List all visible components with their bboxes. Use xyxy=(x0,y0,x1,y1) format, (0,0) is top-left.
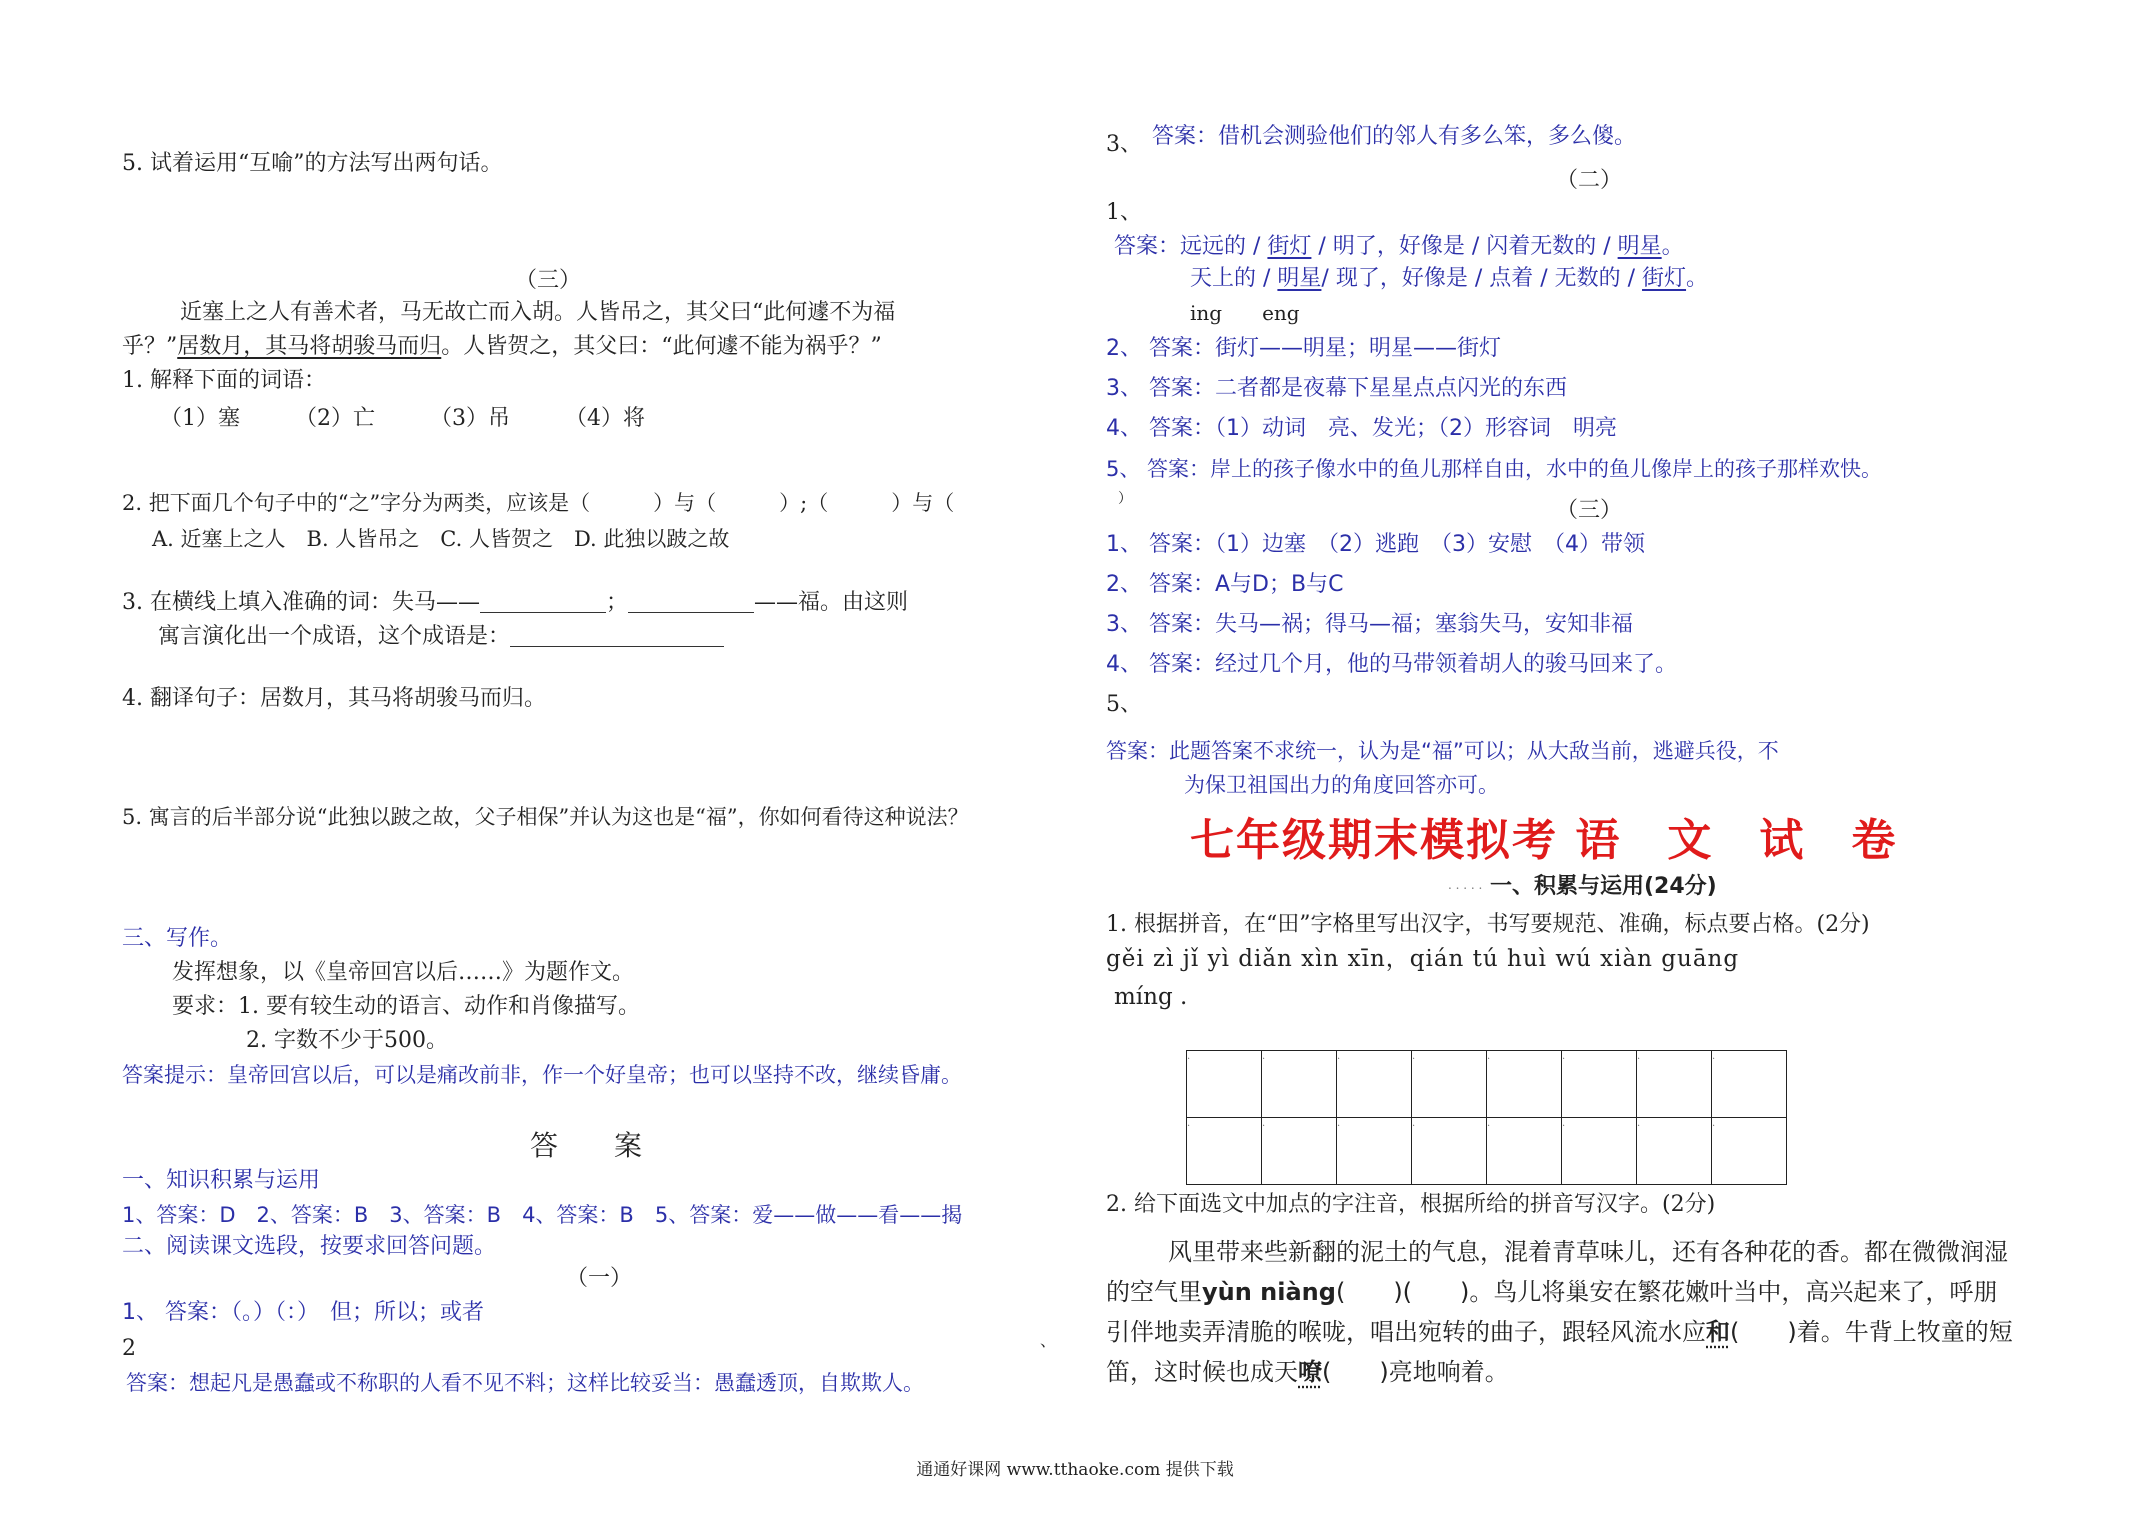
passage-line-2 xyxy=(122,332,882,362)
q3-blank-2[interactable] xyxy=(628,590,754,613)
r5-answer: 5、 答案：岸上的孩子像水中的鱼儿那样自由，水中的鱼儿像岸上的孩子那样欢快。 xyxy=(1106,457,1883,481)
q5-top: 5. 试着运用“互喻”的方法写出两句话。 xyxy=(122,151,503,176)
grid-cell[interactable] xyxy=(1637,1051,1712,1118)
r1-pinyin: ing eng xyxy=(1190,301,1300,325)
writing-line-2: 要求：1. 要有较生动的语言、动作和肖像描写。 xyxy=(172,994,640,1019)
grid-cell[interactable] xyxy=(1487,1118,1562,1185)
para-dotted-he: 和 xyxy=(1706,1318,1730,1346)
grid-cell-dot: . xyxy=(1337,1118,1341,1129)
passage-line-2c: 。人皆贺之，其父曰：“此何遽不能为祸乎？” xyxy=(441,334,882,359)
tianzige-grid xyxy=(1186,1050,1787,1185)
r1-a-mid: / 明了，好像是 / 闪着无数的 / xyxy=(1311,234,1618,259)
grid-cell[interactable] xyxy=(1337,1051,1412,1118)
q4: 4. 翻译句子：居数月，其马将胡骏马而归。 xyxy=(122,686,546,711)
grid-cell-dot: . xyxy=(1712,1051,1716,1062)
grid-row xyxy=(1187,1118,1787,1185)
r4-answer: 4、 答案：（1）动词 亮、发光；（2）形容词 明亮 xyxy=(1106,416,1617,441)
para-line-3a: 引伴地卖弄清脆的喉咙，唱出宛转的曲子，跟轻风流水应 xyxy=(1106,1318,1706,1346)
part-1-q1: 1. 根据拼音，在“田”字格里写出汉字，书写要规范、准确，标点要占格。(2分) xyxy=(1106,912,1870,937)
q3-blank-3[interactable] xyxy=(510,624,724,647)
s2-answer: 2、 答案：A与D；B与C xyxy=(1106,572,1344,597)
grid-row xyxy=(1187,1051,1787,1118)
r1-b-pre: 天上的 / xyxy=(1190,266,1278,291)
writing-hint: 答案提示：皇帝回宫以后，可以是痛改前非，作一个好皇帝；也可以坚持不改，继续昏庸。 xyxy=(122,1063,962,1087)
s3-answer: 3、 答案：失马—祸；得马—福；塞翁失马，安知非福 xyxy=(1106,612,1633,637)
q1-items: （1）塞 （2）亡 （3）吊 （4）将 xyxy=(160,406,645,431)
grid-cell-dot: . xyxy=(1637,1051,1641,1062)
s1-answer: 1、 答案：（1）边塞 （2）逃跑 （3）安慰 （4）带领 xyxy=(1106,532,1645,557)
grid-cell-dot: . xyxy=(1262,1118,1266,1129)
grid-cell-dot: . xyxy=(1187,1118,1191,1129)
grid-cell-dot: . xyxy=(1637,1118,1641,1129)
grid-cell-dot: . xyxy=(1562,1118,1566,1129)
r-section-2-title: （二） xyxy=(1556,168,1623,193)
grid-cell-dot: . xyxy=(1412,1118,1416,1129)
grid-cell[interactable] xyxy=(1562,1051,1637,1118)
grid-cell[interactable] xyxy=(1412,1051,1487,1118)
r3-answer: 答案：借机会测验他们的邻人有多么笨，多么傻。 xyxy=(1152,124,1637,149)
s5-num: 5、 xyxy=(1106,692,1142,717)
answer-sub-1: （一） xyxy=(566,1266,633,1291)
q3-blank-1[interactable] xyxy=(480,590,606,613)
q2: 2. 把下面几个句子中的“之”字分为两类，应该是（ ）与（ ）;（ ）与（ xyxy=(122,491,955,515)
r1-a-word-1: 街灯 xyxy=(1267,234,1312,259)
r3-num: 3、 xyxy=(1106,132,1142,157)
r1-answer-line-1 xyxy=(1114,232,1684,262)
answer-1-2-num: 2 xyxy=(122,1336,136,1361)
answer-1-2-mark: 、 xyxy=(1040,1331,1057,1350)
para-line-2 xyxy=(1106,1272,1997,1312)
q1: 1. 解释下面的词语： xyxy=(122,368,326,393)
answer-1-1: 1、 答案：（。）（：） 但；所以；或者 xyxy=(122,1300,484,1325)
q3-part-c: ——福。由这则 xyxy=(754,590,909,615)
grid-cell-dot: . xyxy=(1712,1118,1716,1129)
grid-cell[interactable] xyxy=(1262,1051,1337,1118)
r1-b-word-1: 明星 xyxy=(1277,266,1322,291)
q3-part-a: 3. 在横线上填入准确的词：失马—— xyxy=(122,590,480,615)
r1-num: 1、 xyxy=(1106,200,1142,225)
s4-answer: 4、 答案：经过几个月，他的马带领着胡人的骏马回来了。 xyxy=(1106,652,1677,677)
r1-a-word-2: 明星 xyxy=(1617,234,1662,259)
section-3-title: （三） xyxy=(515,268,582,293)
s5-answer-line-2: 为保卫祖国出力的角度回答亦可。 xyxy=(1184,773,1499,797)
grid-cell[interactable] xyxy=(1337,1118,1412,1185)
q5: 5. 寓言的后半部分说“此独以跛之故，父子相保”并认为这也是“福”，你如何看待这种说法？ xyxy=(122,805,969,829)
answer-1-2: 答案：想起凡是愚蠢或不称职的人看不见不料；这样比较妥当：愚蠢透顶，自欺欺人。 xyxy=(126,1371,924,1395)
page-footer: 通通好课网 www.tthaoke.com 提供下载 xyxy=(916,1460,1234,1480)
r1-a-end: 。 xyxy=(1661,234,1684,259)
q3-line-2 xyxy=(158,622,724,652)
para-line-4b: ( )亮地响着。 xyxy=(1322,1358,1509,1386)
grid-cell[interactable] xyxy=(1562,1118,1637,1185)
grid-cell[interactable] xyxy=(1262,1118,1337,1185)
writing-title: 三、写作。 xyxy=(122,926,233,951)
para-line-3 xyxy=(1106,1312,2013,1352)
r1-b-mid: / 现了，好像是 / 点着 / 无数的 / xyxy=(1321,266,1643,291)
part-1-pinyin-1: gěi zì jǐ yì diǎn xìn xīn，qián tú huì wú xiàn guāng xyxy=(1106,946,1740,972)
grid-cell-dot: . xyxy=(1262,1051,1266,1062)
writing-line-3: 2. 字数不少于500。 xyxy=(246,1028,448,1053)
grid-cell[interactable] xyxy=(1712,1051,1787,1118)
para-line-4 xyxy=(1106,1352,1509,1392)
q2-paren: ） xyxy=(1118,491,1132,507)
grid-cell[interactable] xyxy=(1187,1118,1262,1185)
part-1-title: 一、积累与运用(24分) xyxy=(1490,874,1717,899)
answer-section-1-line: 1、答案：D 2、答案：B 3、答案：B 4、答案：B 5、答案：爱——做——看——揭 xyxy=(122,1203,963,1227)
grid-cell-dot: . xyxy=(1187,1051,1191,1062)
passage-underlined: 居数月，其马将胡骏马而归 xyxy=(177,334,442,359)
grid-cell-dot: . xyxy=(1337,1051,1341,1062)
para-dotted-liao: 嘹 xyxy=(1298,1358,1322,1386)
part-1-dots: . . . . . xyxy=(1448,878,1483,892)
r-section-3-title: （三） xyxy=(1556,498,1623,523)
grid-cell-dot: . xyxy=(1562,1051,1566,1062)
para-line-2b: ( )( )。鸟儿将巢安在繁花嫩叶当中，高兴起来了，呼朋 xyxy=(1335,1278,1998,1306)
r2-answer: 2、 答案：街灯——明星；明星——街灯 xyxy=(1106,336,1501,361)
grid-cell[interactable] xyxy=(1637,1118,1712,1185)
answer-title: 答 案 xyxy=(530,1129,643,1162)
r3b-answer: 3、 答案：二者都是夜幕下星星点点闪光的东西 xyxy=(1106,376,1567,401)
grid-cell[interactable] xyxy=(1712,1118,1787,1185)
grid-cell[interactable] xyxy=(1187,1051,1262,1118)
q2-options: A. 近塞上之人 B. 人皆吊之 C. 人皆贺之 D. 此独以跛之故 xyxy=(152,527,730,551)
s5-answer-line-1: 答案：此题答案不求统一，认为是“福”可以；从大敌当前，逃避兵役，不 xyxy=(1106,739,1779,763)
answer-section-1: 一、知识积累与运用 xyxy=(122,1168,321,1193)
passage-line-1: 近塞上之人有善术者，马无故亡而入胡。人皆吊之，其父曰“此何遽不为福 xyxy=(180,300,896,325)
answer-section-2: 二、阅读课文选段，按要求回答问题。 xyxy=(122,1234,497,1259)
writing-line-1: 发挥想象，以《皇帝回宫以后……》为题作文。 xyxy=(172,960,635,985)
para-line-2a: 的空气里 xyxy=(1106,1278,1202,1306)
exam-title: 七年级期末模拟考 语 文 试 卷 xyxy=(1190,815,1898,866)
para-pinyin: yùn niàng xyxy=(1202,1278,1336,1306)
para-line-1: 风里带来些新翻的泥土的气息，混着青草味儿，还有各种花的香。都在微微润湿 xyxy=(1168,1238,2008,1266)
passage-line-2a: 乎？” xyxy=(122,334,178,359)
q3-part-d: 寓言演化出一个成语，这个成语是： xyxy=(158,624,511,649)
part-1-q2: 2. 给下面选文中加点的字注音，根据所给的拼音写汉字。(2分) xyxy=(1106,1192,1716,1217)
r1-answer-line-2 xyxy=(1190,264,1708,294)
grid-cell-dot: . xyxy=(1487,1051,1491,1062)
grid-cell[interactable] xyxy=(1487,1051,1562,1118)
part-1-pinyin-2: míng . xyxy=(1114,984,1188,1010)
q3-line-1 xyxy=(122,588,908,618)
r1-b-end: 。 xyxy=(1686,266,1709,291)
grid-cell-dot: . xyxy=(1487,1118,1491,1129)
para-line-3b: ( )着。牛背上牧童的短 xyxy=(1730,1318,2013,1346)
grid-cell-dot: . xyxy=(1412,1051,1416,1062)
para-line-4a: 笛，这时候也成天 xyxy=(1106,1358,1298,1386)
grid-cell[interactable] xyxy=(1412,1118,1487,1185)
r1-b-word-2: 街灯 xyxy=(1642,266,1687,291)
q3-part-b: ； xyxy=(605,590,628,615)
r1-a-pre: 答案：远远的 / xyxy=(1114,234,1268,259)
